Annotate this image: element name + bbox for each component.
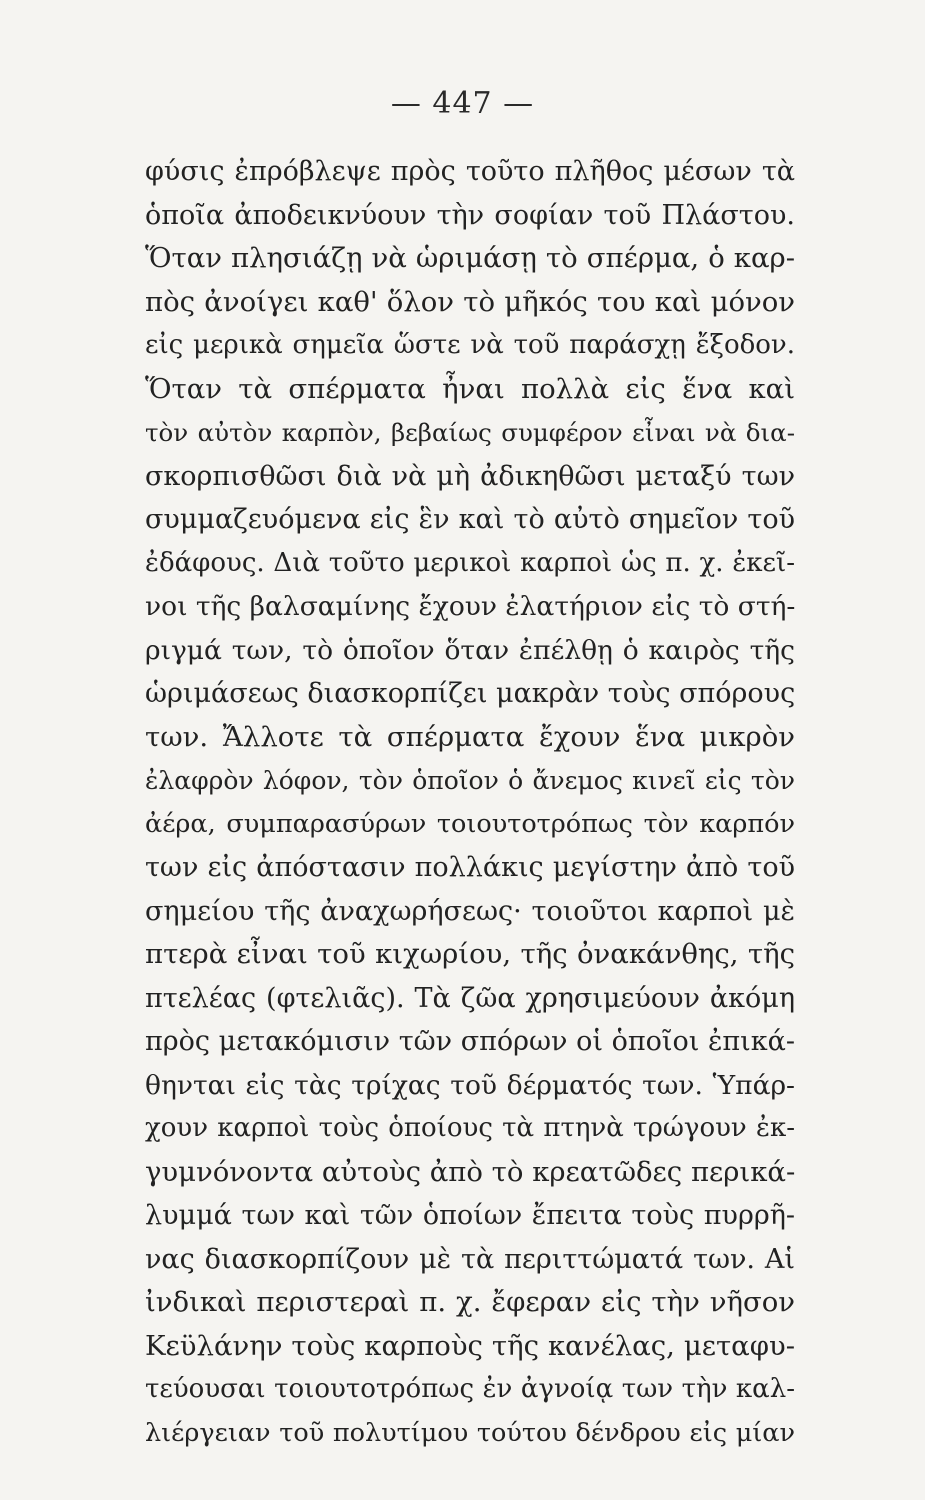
text-line: Ὅταν πλησιάζῃ νὰ ὡριμάσῃ τὸ σπέρμα, ὁ καρ- (145, 242, 795, 274)
text-line: των. Ἄλλοτε τὰ σπέρματα ἔχουν ἕνα μικρὸν (145, 720, 795, 753)
text-line: ἐδάφους. Διὰ τοῦτο μερικοὶ καρποὶ ὡς π. χ. ἐκεῖ- (145, 547, 795, 578)
text-line: πρὸς μετακόμισιν τῶν σπόρων οἱ ὁποῖοι ἐπικά- (145, 1026, 795, 1057)
text-line: πτερὰ εἶναι τοῦ κιχωρίου, τῆς ὀνακάνθης, τῆς (145, 938, 795, 970)
text-line: ὡριμάσεως διασκορπίζει μακρὰν τοὺς σπόρους (145, 678, 795, 709)
text-line: εἰς μερικὰ σημεῖα ὥστε νὰ τοῦ παράσχῃ ἔξοδον. (145, 330, 795, 360)
text-line: Ὅταν τὰ σπέρματα ἦναι πολλὰ εἰς ἕνα καὶ (145, 372, 795, 405)
text-line: τὸν αὐτὸν καρπὸν, βεβαίως συμφέρον εἶναι νὰ δια- (145, 418, 795, 447)
text-line: ὁποῖα ἀποδεικνύουν τὴν σοφίαν τοῦ Πλάστου. (145, 199, 795, 231)
text-line: θηνται εἰς τὰς τρίχας τοῦ δέρματός των. Ὑπάρ- (145, 1069, 795, 1101)
text-line: των εἰς ἀπόστασιν πολλάκις μεγίστην ἀπὸ τοῦ (145, 852, 795, 883)
text-line: συμμαζευόμενα εἰς ἓν καὶ τὸ αὐτὸ σημεῖον τοῦ (145, 504, 795, 535)
text-line: Κεϋλάνην τοὺς καρποὺς τῆς κανέλας, μεταφυ- (145, 1329, 795, 1362)
text-line: νας διασκορπίζουν μὲ τὰ περιττώματά των. Αἱ (145, 1243, 795, 1275)
text-line: λιέργειαν τοῦ πολυτίμου τούτου δένδρου εἰς μίαν (145, 1417, 795, 1448)
text-line: σκορπισθῶσι διὰ νὰ μὴ ἀδικηθῶσι μεταξύ των (145, 460, 795, 492)
body-text (145, 150, 795, 1455)
text-line: τεύουσαι τοιουτοτρόπως ἐν ἀγνοίᾳ των τὴν καλ- (145, 1374, 795, 1404)
text-line: ριγμά των, τὸ ὁποῖον ὅταν ἐπέλθῃ ὁ καιρὸς τῆς (145, 634, 795, 666)
text-line: νοι τῆς βαλσαμίνης ἔχουν ἐλατήριον εἰς τὸ στή- (145, 591, 795, 622)
text-line: λυμμά των καὶ τῶν ὁποίων ἔπειτα τοὺς πυρρῆ- (145, 1200, 795, 1231)
text-line: ἰνδικαὶ περιστεραὶ π. χ. ἔφεραν εἰς τὴν νῆσον (145, 1286, 795, 1318)
text-line: χουν καρποὶ τοὺς ὁποίους τὰ πτηνὰ τρώγουν ἐκ- (145, 1113, 795, 1143)
text-line: γυμνόνοντα αὐτοὺς ἀπὸ τὸ κρεατῶδες περικά- (145, 1155, 795, 1188)
text-line: πὸς ἀνοίγει καθ' ὅλον τὸ μῆκός του καὶ μόνον (145, 285, 795, 318)
text-line: πτελέας (φτελιᾶς). Τὰ ζῶα χρησιμεύουν ἀκόμη (145, 982, 795, 1014)
text-line: φύσις ἐπρόβλεψε πρὸς τοῦτο πλῆθος μέσων τὰ (145, 156, 795, 187)
page-number-header: — 447 — (390, 86, 535, 121)
text-line: σημείου τῆς ἀναχωρήσεως· τοιοῦτοι καρποὶ μὲ (145, 895, 795, 927)
text-line: ἐλαφρὸν λόφον, τὸν ὁποῖον ὁ ἄνεμος κινεῖ εἰς τὸν (145, 766, 795, 795)
text-line: ἀέρα, συμπαρασύρων τοιουτοτρόπως τὸν καρπόν (145, 808, 795, 839)
